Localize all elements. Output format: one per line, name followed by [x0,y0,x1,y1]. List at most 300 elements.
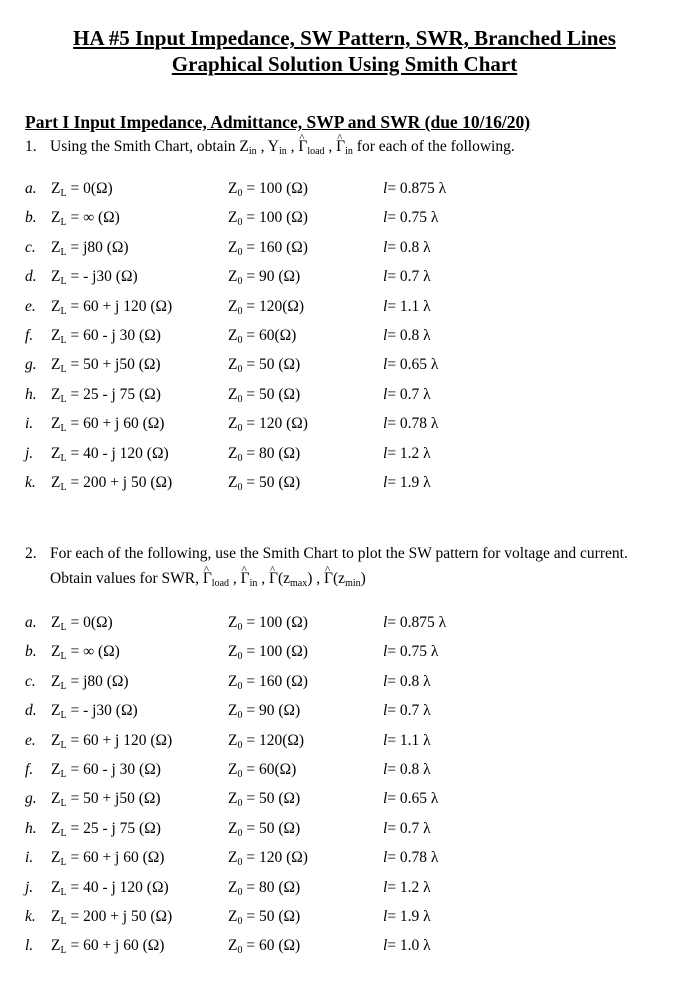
subscript: 0 [237,857,243,869]
symbol: Z [228,474,238,491]
subscript: 0 [237,798,243,810]
characteristic-impedance-value: = 50 (Ω) [246,385,301,403]
symbol: Z [228,238,238,256]
question-2-number: 2. [25,545,37,562]
symbol: Z [51,385,61,403]
line-length-value: = 0.65 λ [387,790,439,808]
symbol: Z [51,908,61,925]
characteristic-impedance [228,473,300,498]
question-2-text: ) [360,570,366,587]
subscript: L [60,305,67,317]
subscript: 0 [237,945,243,957]
part1-heading: Part I Input Impedance, Admittance, SWP and SWR (due 10/16/20) [25,112,531,132]
symbol: Z [51,702,61,720]
problem-letter: a. [25,180,37,197]
problem-letter: i. [25,415,34,433]
problem-letter: f. [25,761,34,778]
line-length-value: = 1.1 λ [387,731,431,749]
load-impedance [51,848,164,873]
characteristic-impedance [228,907,300,932]
symbol: l [383,702,388,720]
load-impedance [51,731,172,756]
subscript: in [345,146,353,157]
symbol: Z [51,180,61,197]
subscript: 0 [237,651,243,663]
subscript: 0 [237,423,243,435]
characteristic-impedance-value: = 100 (Ω) [246,614,308,631]
question-1 [25,137,515,162]
symbol: Z [228,268,238,286]
document-title-line2: Graphical Solution Using Smith Chart [171,52,518,76]
question-2-text: , [229,570,241,587]
symbol: Z [228,672,238,690]
problem-letter: a. [25,614,37,631]
line-length-value: = 0.65 λ [387,356,439,374]
subscript: L [60,364,67,376]
symbol: l [383,415,388,433]
characteristic-impedance-value: = 120 (Ω) [246,849,308,867]
load-impedance [51,613,113,638]
line-length [383,760,431,780]
problem-letter: d. [25,702,37,720]
subscript: L [60,217,67,229]
symbol: Z [228,180,238,197]
line-length-value: = 1.0 λ [387,937,431,955]
load-impedance [51,238,129,263]
characteristic-impedance-value: = 120 (Ω) [246,415,308,433]
characteristic-impedance [228,238,308,263]
problem-letter: d. [25,268,37,286]
symbol: l [383,819,388,837]
line-length [383,179,446,199]
line-length [383,267,431,287]
characteristic-impedance-value: = 50 (Ω) [246,819,301,837]
gamma-hat-symbol: ^ Γ [324,569,333,589]
symbol: l [383,297,388,315]
symbol: Z [51,474,61,491]
subscript: 0 [237,305,243,317]
symbol: Z [51,878,61,896]
symbol: Z [51,238,61,256]
problem-letter: e. [25,731,36,749]
load-impedance [51,907,172,932]
subscript: in [278,146,287,157]
characteristic-impedance-value: = 50 (Ω) [246,790,301,808]
problem-letter: l. [25,937,34,955]
load-impedance [51,878,169,903]
line-length [383,731,431,751]
gamma-hat-symbol: ^ Γ [269,569,278,589]
line-length-value: = 0.875 λ [387,614,447,631]
line-length-value: = 1.9 λ [387,474,431,491]
characteristic-impedance [228,179,308,204]
problem-letter: k. [25,908,36,925]
subscript: L [60,482,67,493]
load-impedance [51,672,129,697]
subscript: L [60,246,67,258]
line-length [383,473,431,493]
gamma-hat-symbol: ^ Γ [241,569,250,589]
gamma-hat-symbol: ^ Γ [336,137,345,157]
line-length-value: = 0.7 λ [387,268,431,286]
symbol: Z [51,731,61,749]
symbol: Z [228,643,238,661]
load-impedance-value: = - j30 (Ω) [70,702,138,720]
symbol: Z [228,702,238,720]
subscript: L [60,739,67,751]
load-impedance [51,936,164,961]
symbol: l [383,878,388,896]
symbol: Z [228,209,238,227]
subscript: 0 [237,335,243,346]
subscript: in [249,578,258,589]
subscript: L [60,622,67,633]
question-1-text: Using the Smith Chart, obtain Z [50,138,249,155]
symbol: l [383,731,388,749]
symbol: l [383,672,388,690]
line-length-value: = 1.1 λ [387,297,431,315]
characteristic-impedance [228,613,308,638]
characteristic-impedance [228,878,300,903]
symbol: Z [228,731,238,749]
subscript: L [60,886,67,898]
characteristic-impedance [228,760,296,785]
load-impedance-value: = 60 + j 60 (Ω) [70,937,165,955]
load-impedance-value: = 60 - j 30 (Ω) [70,327,161,344]
symbol: Z [51,819,61,837]
line-length [383,238,431,258]
symbol: Z [51,643,61,661]
load-impedance-value: = 60 + j 60 (Ω) [70,415,165,433]
symbol: Z [228,849,238,867]
load-impedance-value: = 200 + j 50 (Ω) [70,474,173,491]
line-length [383,385,431,405]
line-length-value: = 0.7 λ [387,385,431,403]
symbol: Z [228,415,238,433]
subscript: L [60,452,67,464]
characteristic-impedance-value: = 60 (Ω) [246,937,301,955]
symbol: Z [228,327,238,344]
symbol: Z [228,356,238,374]
line-length-value: = 0.75 λ [387,209,439,227]
question-2-text: Obtain values for SWR, [50,570,203,587]
load-impedance [51,444,169,469]
line-length [383,936,431,956]
characteristic-impedance [228,672,308,697]
subscript: 0 [237,886,243,898]
symbol: l [383,385,388,403]
document-title-line1: HA #5 Input Impedance, SW Pattern, SWR, Branched Lines [73,26,616,50]
subscript: 0 [237,246,243,258]
load-impedance-value: = 0(Ω) [70,614,113,631]
symbol: Z [51,614,61,631]
question-1-text: for each of the following. [352,138,515,155]
line-length-value: = 1.9 λ [387,908,431,925]
symbol: Z [51,415,61,433]
symbol: l [383,849,388,867]
problem-letter: k. [25,474,36,491]
question-2-text: (z [333,570,346,587]
symbol: Z [228,614,238,631]
subscript: 0 [237,769,243,780]
symbol: Z [51,937,61,955]
characteristic-impedance [228,731,304,756]
line-length-value: = 0.875 λ [387,180,447,197]
subscript: 0 [237,393,243,405]
question-1-text: , [286,138,299,155]
line-length [383,613,446,633]
subscript: L [60,188,67,199]
line-length [383,819,431,839]
characteristic-impedance [228,267,300,292]
load-impedance-value: = 200 + j 50 (Ω) [70,908,173,925]
load-impedance [51,760,161,785]
problem-letter: h. [25,819,37,837]
load-impedance [51,701,138,726]
subscript: in [248,146,257,157]
line-length [383,848,438,868]
symbol: Z [228,761,238,778]
subscript: 0 [237,827,243,839]
symbol: l [383,327,388,344]
line-length-value: = 0.8 λ [387,238,431,256]
load-impedance-value: = 60 + j 60 (Ω) [70,849,165,867]
symbol: Z [228,385,238,403]
question-2-text: ) , [307,570,325,587]
load-impedance-value: = 0(Ω) [70,180,113,197]
symbol: l [383,238,388,256]
subscript: 0 [237,364,243,376]
characteristic-impedance [228,414,308,439]
problem-letter: h. [25,385,37,403]
subscript: L [60,335,67,346]
line-length [383,326,431,346]
problem-letter: j. [25,878,34,896]
load-impedance-value: = 25 - j 75 (Ω) [70,385,161,403]
symbol: l [383,614,388,631]
load-impedance [51,326,161,351]
symbol: Z [51,672,61,690]
line-length-value: = 0.75 λ [387,643,439,661]
subscript: load [307,146,325,157]
symbol: l [383,643,388,661]
subscript: 0 [237,188,243,199]
question-2-text: (z [277,570,291,587]
problem-letter: g. [25,356,37,374]
line-length [383,878,431,898]
characteristic-impedance-value: = 80 (Ω) [246,444,301,462]
load-impedance-value: = ∞ (Ω) [70,643,120,661]
problem-letter: i. [25,849,34,867]
characteristic-impedance-value: = 100 (Ω) [246,209,308,227]
subscript: 0 [237,276,243,288]
gamma-hat-symbol: ^ Γ [298,137,307,157]
load-impedance-value: = 50 + j50 (Ω) [70,790,161,808]
symbol: l [383,444,388,462]
subscript: L [60,423,67,435]
load-impedance-value: = 60 - j 30 (Ω) [70,761,161,778]
characteristic-impedance [228,444,300,469]
symbol: l [383,790,388,808]
question-2-text: , [257,570,270,587]
line-length [383,672,431,692]
characteristic-impedance [228,848,308,873]
characteristic-impedance-value: = 50 (Ω) [246,474,301,491]
load-impedance-value: = 40 - j 120 (Ω) [70,444,169,462]
load-impedance [51,385,161,410]
line-length [383,701,431,721]
load-impedance [51,473,172,498]
load-impedance-value: = j80 (Ω) [70,672,129,690]
line-length-value: = 0.8 λ [387,761,431,778]
symbol: Z [51,297,61,315]
characteristic-impedance [228,936,300,961]
load-impedance [51,819,161,844]
characteristic-impedance-value: = 60(Ω) [246,327,297,344]
characteristic-impedance-value: = 50 (Ω) [246,908,301,925]
problem-letter: e. [25,297,36,315]
symbol: Z [228,790,238,808]
line-length [383,444,431,464]
line-length-value: = 1.2 λ [387,444,431,462]
subscript: L [60,916,67,927]
line-length-value: = 0.78 λ [387,849,439,867]
line-length [383,355,438,375]
question-2-line2 [25,569,366,594]
load-impedance [51,297,172,322]
load-impedance-value: = j80 (Ω) [70,238,129,256]
line-length-value: = 1.2 λ [387,878,431,896]
symbol: Z [51,268,61,286]
symbol: l [383,908,388,925]
load-impedance-value: = 40 - j 120 (Ω) [70,878,169,896]
subscript: L [60,827,67,839]
line-length-value: = 0.78 λ [387,415,439,433]
subscript: L [60,710,67,722]
characteristic-impedance [228,297,304,322]
load-impedance-value: = 60 + j 120 (Ω) [70,731,173,749]
symbol: Z [51,761,61,778]
symbol: Z [51,790,61,808]
subscript: 0 [237,710,243,722]
characteristic-impedance [228,819,300,844]
symbol: l [383,209,388,227]
characteristic-impedance [228,642,308,667]
load-impedance [51,642,120,667]
subscript: 0 [237,452,243,464]
symbol: l [383,268,388,286]
characteristic-impedance-value: = 60(Ω) [246,761,297,778]
load-impedance [51,267,138,292]
subscript: L [60,393,67,405]
line-length-value: = 0.8 λ [387,672,431,690]
problem-letter: j. [25,444,34,462]
subscript: 0 [237,680,243,692]
gamma-hat-symbol: ^ Γ [203,569,212,589]
symbol: Z [228,819,238,837]
characteristic-impedance-value: = 80 (Ω) [246,878,301,896]
load-impedance [51,208,120,233]
line-length-value: = 0.8 λ [387,327,431,344]
subscript: max [290,578,308,589]
symbol: Z [228,878,238,896]
symbol: l [383,474,388,491]
line-length [383,208,438,228]
line-length [383,297,431,317]
symbol: Z [228,297,238,315]
subscript: 0 [237,217,243,229]
symbol: Z [51,327,61,344]
load-impedance-value: = - j30 (Ω) [70,268,138,286]
characteristic-impedance-value: = 90 (Ω) [246,702,301,720]
load-impedance [51,789,161,814]
subscript: L [60,945,67,957]
characteristic-impedance [228,208,308,233]
characteristic-impedance-value: = 120(Ω) [246,297,305,315]
symbol: l [383,180,388,197]
load-impedance-value: = ∞ (Ω) [70,209,120,227]
subscript: L [60,769,67,780]
load-impedance [51,414,164,439]
symbol: Z [51,444,61,462]
question-1-text: , Y [256,138,279,155]
subscript: L [60,798,67,810]
problem-letter: g. [25,790,37,808]
line-length [383,907,431,927]
subscript: 0 [237,739,243,751]
load-impedance-value: = 60 + j 120 (Ω) [70,297,173,315]
characteristic-impedance [228,701,300,726]
line-length [383,789,438,809]
characteristic-impedance-value: = 100 (Ω) [246,180,308,197]
subscript: load [211,578,230,589]
characteristic-impedance [228,789,300,814]
load-impedance-value: = 50 + j50 (Ω) [70,356,161,374]
symbol: l [383,761,388,778]
characteristic-impedance-value: = 50 (Ω) [246,356,301,374]
characteristic-impedance-value: = 100 (Ω) [246,643,308,661]
subscript: L [60,651,67,663]
characteristic-impedance [228,385,300,410]
line-length-value: = 0.7 λ [387,819,431,837]
symbol: Z [228,937,238,955]
symbol: Z [228,444,238,462]
problem-letter: b. [25,209,37,227]
characteristic-impedance [228,326,296,351]
subscript: 0 [237,622,243,633]
symbol: Z [51,849,61,867]
line-length [383,414,438,434]
characteristic-impedance [228,355,300,380]
subscript: min [345,578,361,589]
characteristic-impedance-value: = 160 (Ω) [246,238,308,256]
subscript: 0 [237,916,243,927]
question-1-number: 1. [25,138,37,155]
symbol: Z [51,356,61,374]
load-impedance [51,179,113,204]
characteristic-impedance-value: = 120(Ω) [246,731,305,749]
problem-letter: c. [25,672,36,690]
subscript: L [60,857,67,869]
line-length-value: = 0.7 λ [387,702,431,720]
subscript: 0 [237,482,243,493]
characteristic-impedance-value: = 160 (Ω) [246,672,308,690]
line-length [383,642,438,662]
load-impedance-value: = 25 - j 75 (Ω) [70,819,161,837]
load-impedance [51,355,161,380]
problem-letter: c. [25,238,36,256]
problem-letter: f. [25,327,34,344]
